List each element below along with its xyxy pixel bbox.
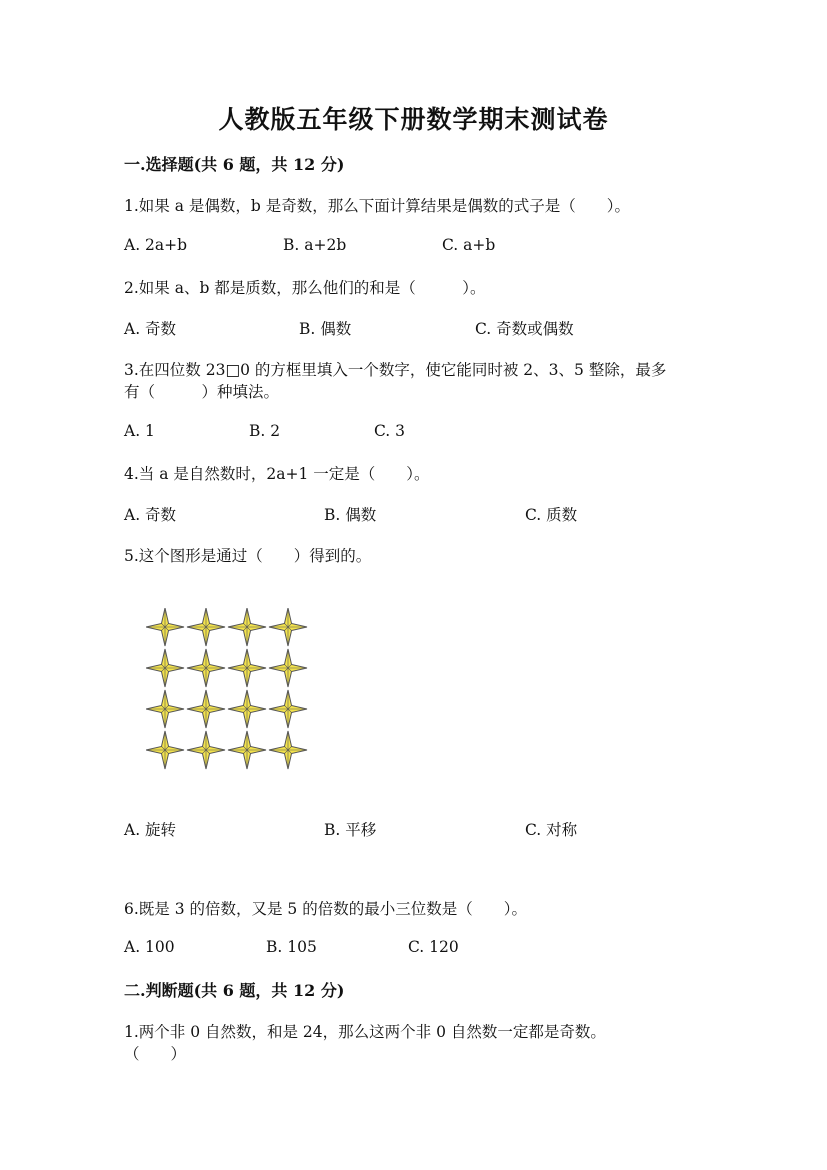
q4-option-c: C. 质数 — [525, 506, 578, 524]
star-shape — [228, 731, 266, 769]
star-shape — [269, 690, 307, 728]
star-shape — [269, 649, 307, 687]
q6-option-a: A. 100 — [124, 938, 175, 956]
star-shape — [228, 649, 266, 687]
q3-option-b: B. 2 — [249, 422, 281, 440]
star-pattern-svg — [146, 608, 308, 772]
page-title: 人教版五年级下册数学期末测试卷 — [218, 105, 609, 134]
question-4: 4.当 a 是自然数时，2a+1 一定是（ ）。 — [124, 465, 430, 483]
q5-option-c: C. 对称 — [525, 821, 578, 839]
question-6: 6.既是 3 的倍数，又是 5 的倍数的最小三位数是（ ）。 — [124, 900, 527, 918]
q2-option-b: B. 偶数 — [299, 320, 352, 338]
q5-option-b: B. 平移 — [324, 821, 377, 839]
question-1: 1.如果 a 是偶数，b 是奇数，那么下面计算结果是偶数的式子是（ ）。 — [124, 197, 630, 215]
q2-option-a: A. 奇数 — [124, 320, 177, 338]
question-3-line-1: 3.在四位数 23□0 的方框里填入一个数字，使它能同时被 2、3、5 整除，最多 — [124, 361, 667, 379]
star-shape — [269, 608, 307, 646]
judgement-question-1-line-1: 1.两个非 0 自然数，和是 24，那么这两个非 0 自然数一定都是奇数。 — [124, 1023, 606, 1041]
question-2: 2.如果 a、b 都是质数，那么他们的和是（ ）。 — [124, 279, 486, 297]
q3-option-c: C. 3 — [374, 422, 406, 440]
q6-option-c: C. 120 — [408, 938, 459, 956]
star-shape — [187, 649, 225, 687]
star-shape — [146, 608, 184, 646]
star-shape — [228, 608, 266, 646]
star-shape — [187, 731, 225, 769]
q4-option-b: B. 偶数 — [324, 506, 377, 524]
star-shape — [146, 690, 184, 728]
q6-option-b: B. 105 — [266, 938, 317, 956]
star-shape — [146, 649, 184, 687]
q1-option-b: B. a+2b — [283, 236, 347, 254]
section-heading-judgement: 二.判断题(共 6 题，共 12 分) — [124, 981, 345, 1000]
star-shape — [146, 731, 184, 769]
question-3-line-2: 有（ ）种填法。 — [124, 383, 280, 401]
judgement-question-1-line-2: （ ） — [124, 1045, 187, 1063]
star-shape — [228, 690, 266, 728]
section-heading-choice: 一.选择题(共 6 题，共 12 分) — [124, 155, 345, 174]
q5-option-a: A. 旋转 — [124, 821, 177, 839]
q3-option-a: A. 1 — [124, 422, 155, 440]
question-5: 5.这个图形是通过（ ）得到的。 — [124, 547, 372, 565]
star-shape — [187, 690, 225, 728]
star-shape — [269, 731, 307, 769]
q1-option-a: A. 2a+b — [124, 236, 188, 254]
q1-option-c: C. a+b — [442, 236, 496, 254]
star-shape — [187, 608, 225, 646]
q4-option-a: A. 奇数 — [124, 506, 177, 524]
star-pattern-figure — [146, 608, 308, 772]
q2-option-c: C. 奇数或偶数 — [475, 320, 574, 338]
